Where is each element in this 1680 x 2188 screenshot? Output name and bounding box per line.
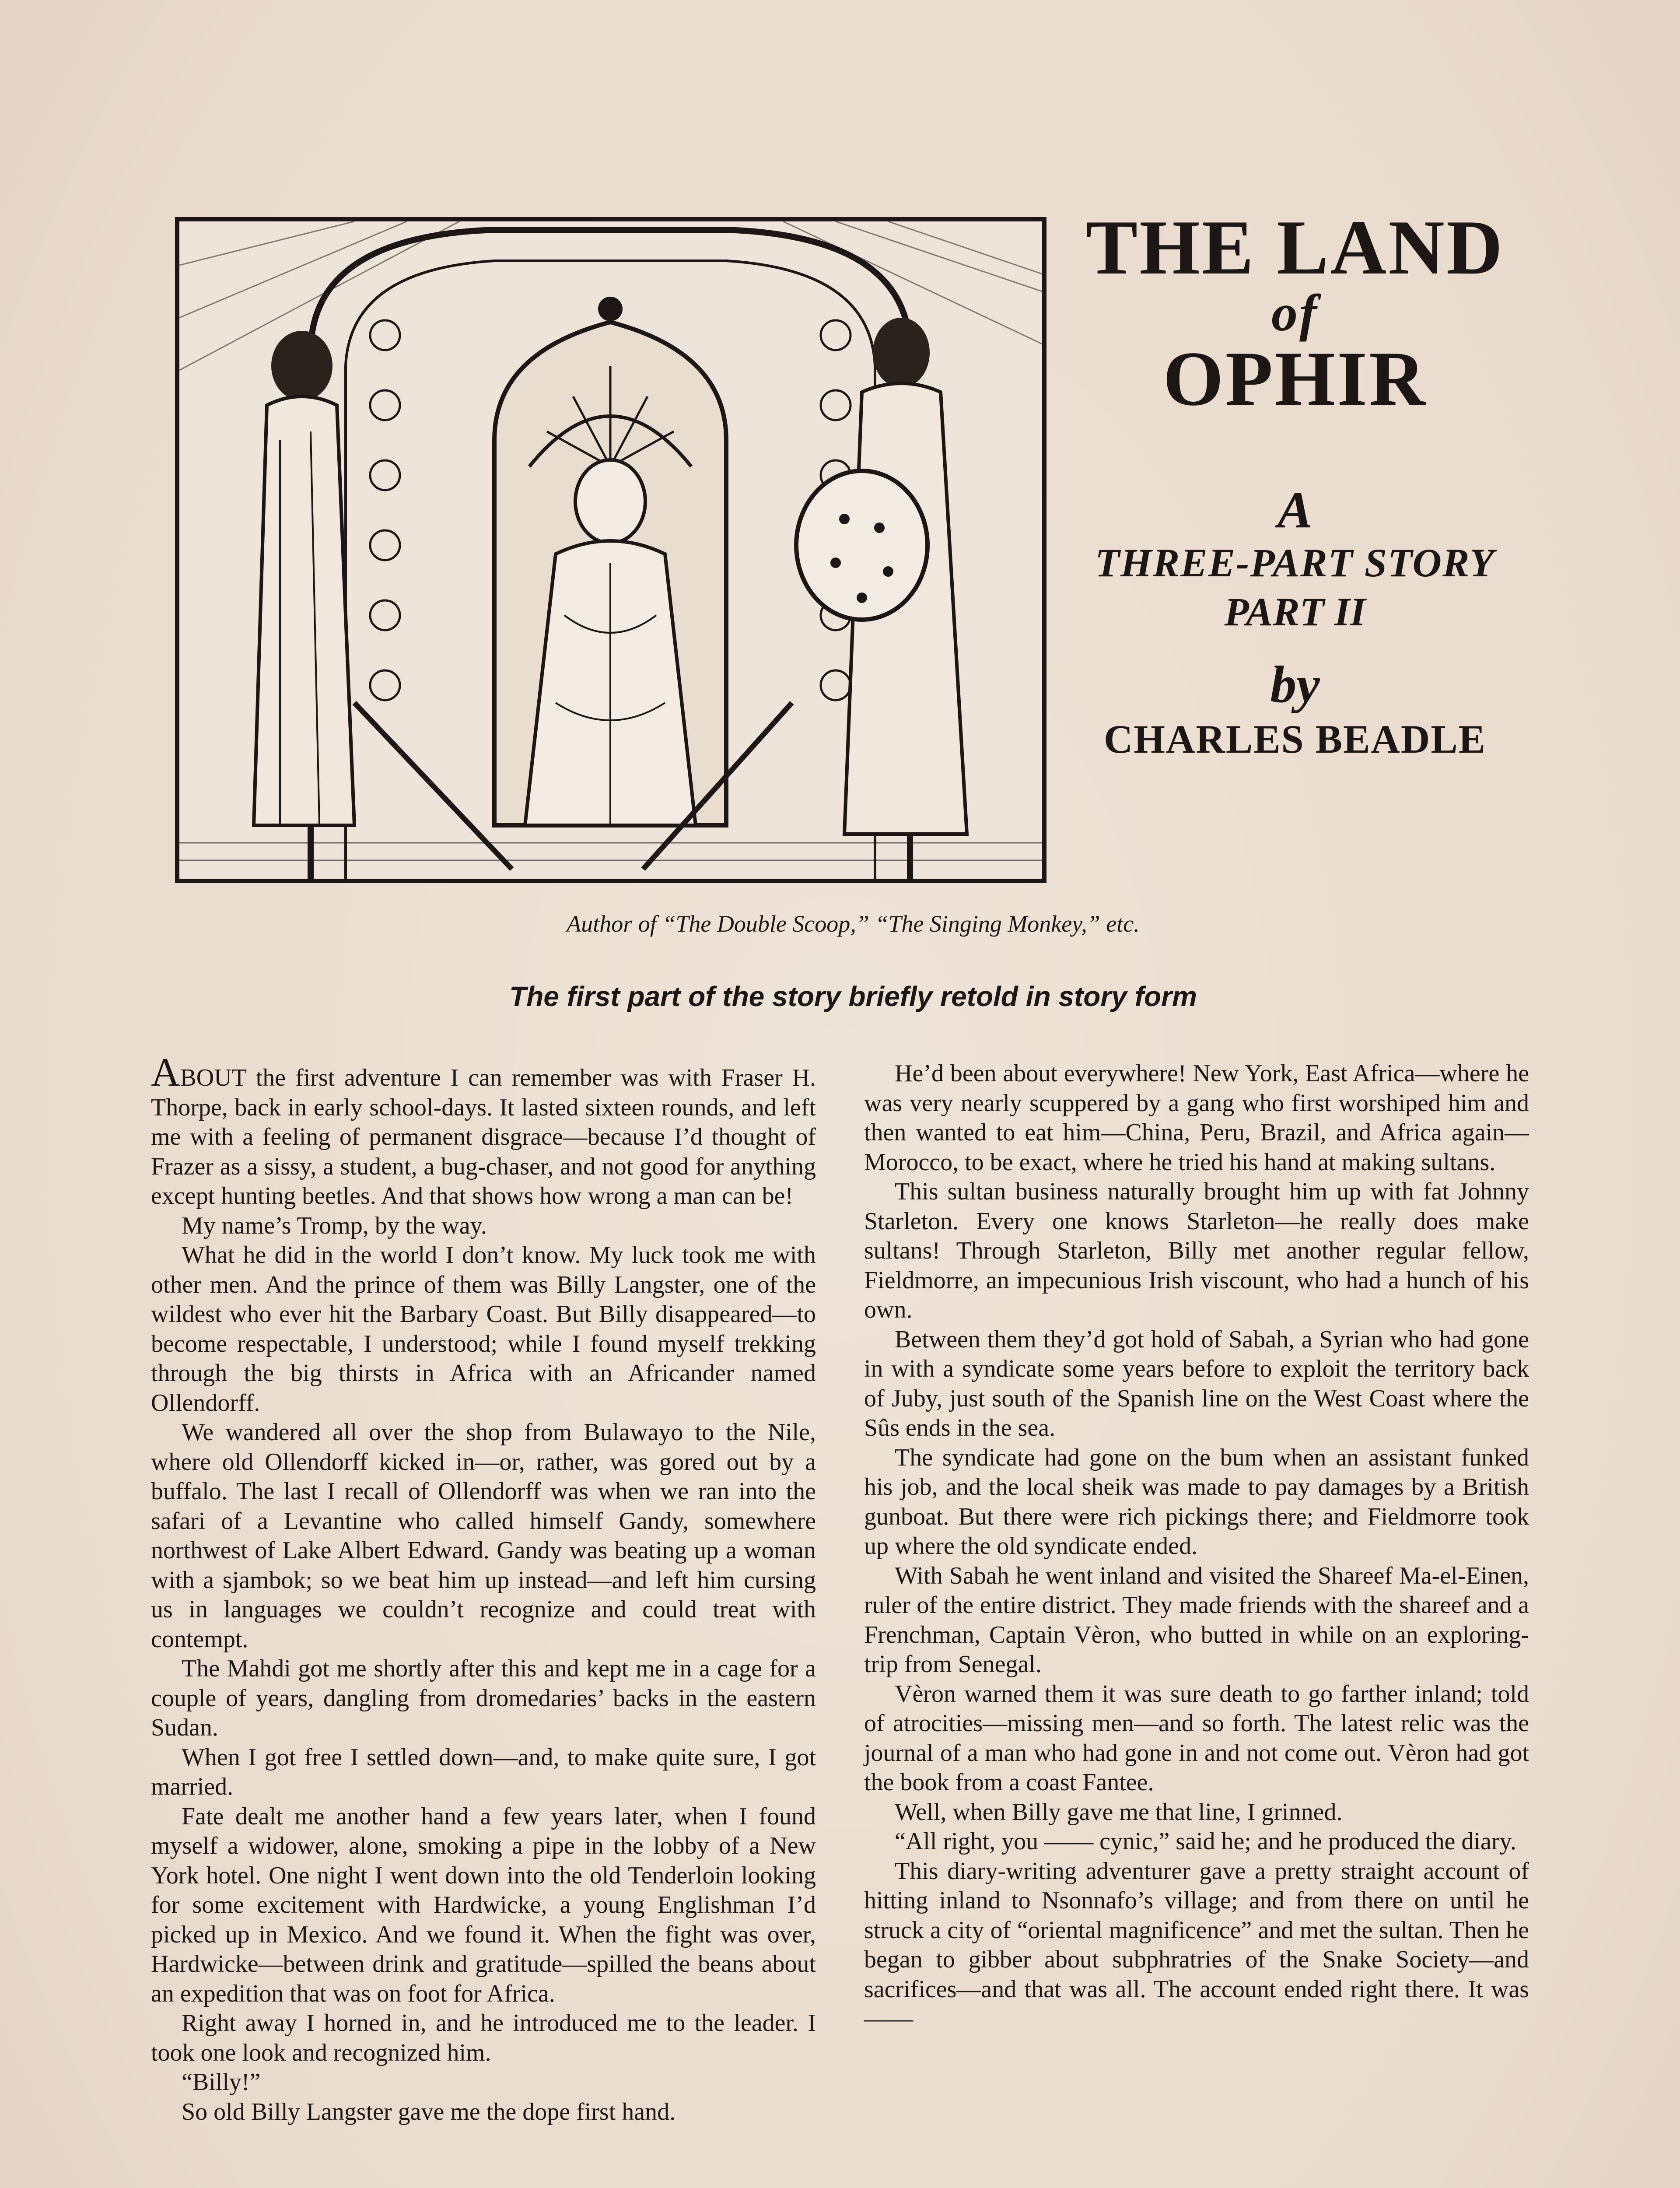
subtitle-three-part: THREE-PART STORY [1095, 540, 1495, 585]
paragraph: What he did in the world I don’t know. My luck took me with other men. And the prince of them was Billy Langster, one of the wildest who ever hit the Barbary Coast. But Billy disappeared—to become respectable, I understood; while I found myself trekking through the big thirsts in Africa with an Africander named Ollendorff. [151, 1241, 816, 1417]
paragraph: Well, when Billy gave me that line, I grinned. [895, 1798, 1343, 1826]
subtitle-by: by [1270, 655, 1320, 713]
paragraph: This sultan business naturally brought him up with fat Johnny Starleton. Every one knows Starleton—he really does make sultans! Through Starleton, Billy met another regular fellow, Fieldmorre, an impecunious Irish viscount, who had a hunch of his own. [864, 1178, 1529, 1323]
paragraph: Fate dealt me another hand a few years later, when I found myself a widower, alone, smoking a pipe in the lobby of a New York hotel. One night I went down into the old Tenderloin looking for some excitement with Hardwicke, a young Englishman I’d picked up in Mexico. And we found it. When the fight was over, Hardwicke—between drink and gratitude—spilled the beans about an expedition that was on foot for Africa. [151, 1802, 816, 2007]
throne-scene-illustration [179, 221, 1042, 879]
paragraph: The Mahdi got me shortly after this and kept me in a cage for a couple of years, dangling from dromedaries’ backs in the eastern Sudan. [151, 1655, 816, 1741]
left-column [151, 1050, 816, 2127]
paragraph: When I got free I settled down—and, to make quite sure, I got married. [151, 1743, 816, 1800]
paragraph: This diary-writing adventurer gave a pretty straight account of hitting inland to Nsonnafo’s village; and from there on until he struck a city of “oriental magnificence” and met the sultan. Then he began to gibber about subphratries of the Snake Society—and sacrifices—and that was all. The account ended right there. It was —— [864, 1857, 1529, 2032]
paragraph: Right away I horned in, and he introduced me to the leader. I took one look and recognized him. [151, 2009, 816, 2066]
paragraph: We wandered all over the shop from Bulawayo to the Nile, where old Ollendorff kicked in—or, rather, was gored out by a buffalo. The last I recall of Ollendorff was when we ran into the safari of a Levantine who called himself Gandy, somewhere northwest of Lake Albert Edward. Gandy was beating up a woman with a sjambok; so we beat him up instead—and left him cursing us in languages we couldn’t recognize and could treat with contempt. [151, 1419, 816, 1653]
subtitle-a: A [1277, 480, 1313, 539]
author-name: CHARLES BEADLE [1103, 717, 1487, 761]
author-credits: Author of “The Double Scoop,” “The Singing Monkey,” etc. [567, 911, 1140, 937]
paragraph: With Sabah he went inland and visited the Shareef Ma-el-Einen, ruler of the entire district. They made friends with the shareef and a Frenchman, Captain Vèron, who butted in while on an exploring-trip from Senegal. [864, 1562, 1529, 1678]
paragraph: Between them they’d got hold of Sabah, a Syrian who had gone in with a syndicate some years before to exploit the territory back of Juby, just south of the Spanish line on the West Coast where the Sûs ends in the sea. [864, 1325, 1529, 1441]
paragraph: The syndicate had gone on the bum when an assistant funked his job, and the local sheik was made to pay damages by a British gunboat. But there were rich pickings there; and Fieldmorre took up where the old syndicate ended. [864, 1444, 1529, 1560]
title-line-1: THE LAND [1085, 204, 1505, 291]
title-line-3: OPHIR [1163, 335, 1427, 422]
paragraph [151, 1050, 816, 1211]
right-column [864, 1059, 1529, 2034]
subtitle-part: PART II [1224, 589, 1366, 634]
drop-cap: A [151, 1050, 180, 1094]
story-illustration [175, 217, 1046, 883]
story-subtitle [1063, 481, 1527, 763]
paragraph: Vèron warned them it was sure death to go farther inland; told of atrocities—missing men—and so forth. The latest relic was the journal of a man who had gone in and not come out. Vèron had got the book from a coast Fantee. [864, 1680, 1529, 1796]
paragraph: He’d been about everywhere! New York, East Africa—where he was very nearly scuppered by a gang who first worshiped him and then wanted to eat him—China, Peru, Brazil, and Africa again—Morocco, to be exact, where he tried his hand at making sultans. [864, 1060, 1529, 1176]
paragraph: So old Billy Langster gave me the dope first hand. [182, 2098, 676, 2125]
story-title [1059, 206, 1531, 420]
paragraph: “Billy!” [182, 2069, 261, 2096]
paragraph: “All right, you —— cynic,” said he; and he produced the diary. [895, 1828, 1516, 1855]
retold-heading: The first part of the story briefly retold in story form [509, 981, 1197, 1012]
title-of: of [1271, 284, 1319, 342]
paragraph-text: BOUT the first adventure I can remember was with Fraser H. Thorpe, back in early school-days. It lasted sixteen rounds, and left me with a feeling of permanent disgrace—because I’d thought of Frazer as a sissy, a student, a bug-chaser, and not good for anything except hunting beetles. And that shows how wrong a man can be! [151, 1064, 816, 1210]
paragraph: My name’s Tromp, by the way. [182, 1212, 487, 1239]
